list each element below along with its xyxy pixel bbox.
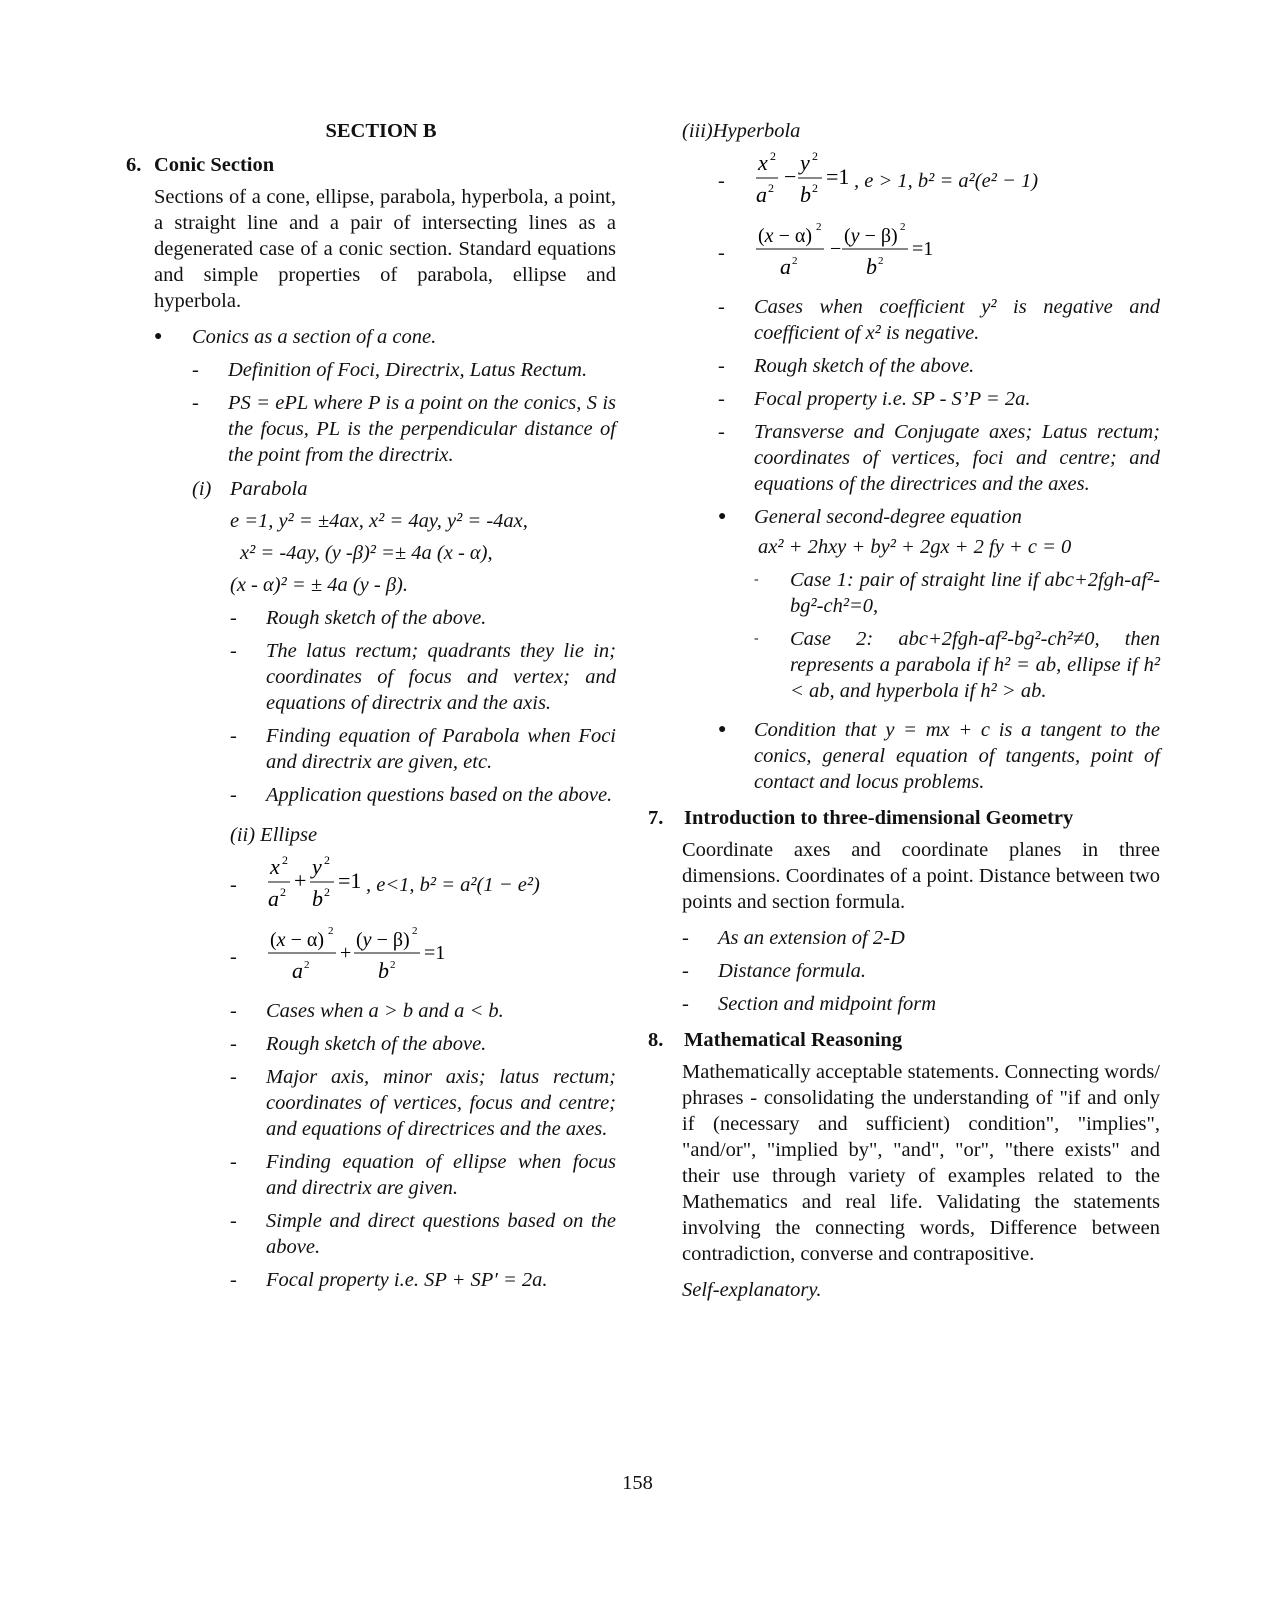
parabola-body	[230, 508, 616, 1293]
list-item: - Case 1: pair of straight line if abc+2fgh-af²-bg²-ch²=0,	[754, 569, 1160, 617]
list-item: - Case 2: abc+2fgh-af²-bg²-ch²≠0, then represents a parabola if h² = ab, ellipse if h² < ab, and hyperbola if h² > ab.	[754, 628, 1160, 702]
svg-text:=1: =1	[912, 238, 934, 260]
bullet-conics	[154, 324, 616, 350]
svg-text:b: b	[312, 886, 323, 911]
tangent-text: Condition that y = mx + c is a tangent to the conics, general equation of tangents, point of contact and locus problems.	[754, 719, 1160, 793]
hyperbola-heading	[682, 118, 1160, 144]
list-item: - Definition of Foci, Directrix, Latus Rectum.	[192, 357, 616, 383]
svg-text:2: 2	[324, 853, 330, 867]
svg-text:(y − β): (y − β)	[844, 225, 898, 247]
list-item: - Transverse and Conjugate axes; Latus rectum; coordinates of vertices, foci and centre; and equations of the directrices and the axes.	[718, 421, 1160, 495]
svg-text:2: 2	[280, 885, 286, 899]
list-item: - Focal property i.e. SP - S’P = 2a.	[718, 388, 1031, 410]
ellipse-formula-2: - (x − α) 2 a 2 + (y − β) 2 b 2 =1	[230, 926, 616, 988]
topic6-heading	[126, 152, 616, 178]
ellipse-label: (ii)	[230, 824, 256, 846]
svg-text:=1: =1	[338, 868, 362, 893]
ellipse-shifted-fraction	[266, 926, 466, 988]
general-intro: General second-degree equation	[754, 506, 1022, 528]
list-item: - Rough sketch of the above.	[230, 1033, 487, 1055]
svg-text:2: 2	[812, 181, 818, 195]
svg-text:2: 2	[390, 959, 396, 971]
topic6-title: Conic Section	[154, 154, 275, 176]
list-item: - Focal property i.e. SP + SP′ = 2a.	[230, 1269, 548, 1291]
topic8-title: Mathematical Reasoning	[684, 1029, 903, 1051]
bullet-conics-text: Conics as a section of a cone.	[192, 326, 437, 348]
svg-text:(y − β): (y − β)	[356, 929, 410, 951]
svg-text:−: −	[784, 164, 797, 189]
section-title: SECTION B	[325, 120, 437, 142]
list-item: - Section and midpoint form	[682, 993, 937, 1015]
svg-text:b: b	[866, 254, 877, 279]
hyperbola-title: Hyperbola	[712, 120, 801, 142]
case2-text: Case 2: abc+2fgh-af²-bg²-ch²≠0, then represents a parabola if h² = ab, ellipse if h² < ab, and hyperbola if h² > ab.	[790, 628, 1160, 702]
list-item: - Finding equation of ellipse when focus and directrix are given.	[230, 1151, 616, 1199]
bullet-marker: ●	[718, 509, 727, 524]
hyperbola-formula-1: - x 2 a 2 − y 2 b 2 =1 , e > 1, b² = a²(e² − 1)	[718, 150, 1160, 212]
svg-text:2: 2	[812, 149, 818, 163]
list-item: - Simple and direct questions based on the above.	[230, 1210, 616, 1258]
svg-text:2: 2	[878, 255, 884, 267]
svg-text:2: 2	[768, 181, 774, 195]
conics-details	[192, 357, 616, 1293]
general-equation: ax² + 2hxy + by² + 2gx + 2 fy + c = 0	[758, 536, 1072, 558]
svg-text:a: a	[756, 182, 767, 207]
case1-text: Case 1: pair of straight line if abc+2fgh-af²-bg²-ch²=0,	[790, 569, 1160, 617]
parabola-heading	[192, 476, 616, 502]
topic7-intro: Coordinate axes and coordinate planes in three dimensions. Coordinates of a point. Distance between two points and section formula.	[682, 839, 1160, 913]
hyperbola-fraction-diff	[754, 150, 854, 212]
list-item: - PS = ePL where P is a point on the conics, S is the focus, PL is the perpendicular distance of the point from the directrix.	[192, 392, 616, 466]
parabola-eq2: x² = -4ay, (y -β)² =± 4a (x - α),	[240, 542, 493, 564]
svg-text:(x − α): (x − α)	[758, 225, 812, 247]
parabola-eq3: (x - α)² = ± 4a (y - β).	[230, 574, 408, 596]
ellipse-fraction-sum	[266, 854, 366, 916]
ellipse-heading	[230, 822, 616, 848]
parabola-title: Parabola	[230, 478, 308, 500]
hyperbola-body	[718, 150, 1160, 497]
svg-text:=1: =1	[826, 164, 850, 189]
definition-text: Definition of Foci, Directrix, Latus Rectum.	[228, 359, 588, 381]
svg-text:a: a	[268, 886, 279, 911]
svg-text:2: 2	[304, 959, 310, 971]
svg-text:b: b	[800, 182, 811, 207]
svg-text:2: 2	[412, 925, 418, 937]
svg-text:2: 2	[770, 149, 776, 163]
svg-text:2: 2	[282, 853, 288, 867]
bullet-general-equation	[718, 504, 1160, 711]
hyperbola-shifted-fraction	[754, 222, 954, 284]
hyperbola-label: (iii)	[682, 120, 713, 142]
svg-text:2: 2	[816, 221, 822, 233]
topic7-body	[682, 837, 1160, 1017]
svg-text:+: +	[340, 942, 352, 964]
list-item: - Application questions based on the above.	[230, 784, 613, 806]
topic6-intro: Sections of a cone, ellipse, parabola, hyperbola, a point, a straight line and a pair of intersecting lines as a degenerated case of a conic section. Standard equations and simple properties of parabola, ellipse and hyperbola.	[154, 186, 616, 312]
parabola-eq1: e =1, y² = ±4ax, x² = 4ay, y² = -4ax,	[230, 510, 528, 532]
svg-text:2: 2	[792, 255, 798, 267]
svg-text:x: x	[758, 150, 768, 175]
svg-text:(x − α): (x − α)	[270, 929, 324, 951]
svg-text:+: +	[294, 868, 307, 893]
topic8-intro: Mathematically acceptable statements. Connecting words/ phrases - consolidating the understanding of "if and only if (necessary and sufficient) condition", "implies", "and/or", "implied by", "and", "or", "there exists" and their use through variety of examples related to the Mathematics and real life. Validating the statements involving the connecting words, Difference between contradiction, converse and contrapositive.	[682, 1061, 1160, 1265]
ps-text: PS = ePL where P is a point on the conics, S is the focus, PL is the perpendicular distance of the point from the directrix.	[228, 392, 616, 466]
bullet-marker: ●	[154, 329, 163, 344]
list-item: - Cases when coefficient y² is negative and coefficient of x² is negative.	[718, 296, 1160, 344]
svg-text:=1: =1	[424, 942, 446, 964]
svg-text:2: 2	[328, 925, 334, 937]
hyperbola-formula-2: - (x − α) 2 a 2 − (y − β) 2 b 2 =1	[718, 222, 1160, 284]
topic7-heading	[648, 805, 1160, 831]
bullet-tangent	[718, 717, 1160, 795]
svg-text:y: y	[312, 854, 322, 879]
ellipse-title: Ellipse	[260, 824, 318, 846]
ellipse-condition: , e<1, b² = a²(1 − e²)	[366, 874, 540, 896]
topic8-note: Self-explanatory.	[682, 1279, 822, 1301]
left-column	[126, 118, 616, 1300]
svg-text:b: b	[378, 958, 389, 983]
svg-text:x: x	[270, 854, 280, 879]
topic7-title: Introduction to three-dimensional Geometry	[684, 807, 1074, 829]
hyperbola-condition: , e > 1, b² = a²(e² − 1)	[854, 170, 1039, 192]
topic7-number: 7.	[648, 807, 664, 829]
right-column	[648, 118, 1160, 1303]
svg-text:a: a	[292, 958, 303, 983]
parabola-label: (i)	[192, 478, 212, 500]
list-item: - Rough sketch of the above.	[230, 607, 487, 629]
topic6-number: 6.	[126, 154, 142, 176]
page-number: 158	[622, 1472, 653, 1494]
list-item: - The latus rectum; quadrants they lie in; coordinates of focus and vertex; and equations of directrix and the axis.	[230, 640, 616, 714]
list-item: - Rough sketch of the above.	[718, 355, 975, 377]
topic8-body	[682, 1059, 1160, 1303]
svg-text:−: −	[830, 238, 842, 260]
list-item: - Cases when a > b and a < b.	[230, 1000, 504, 1022]
list-item: - Distance formula.	[682, 960, 867, 982]
list-item: - Major axis, minor axis; latus rectum; coordinates of vertices, focus and centre; and equations of directrices and the axes.	[230, 1066, 616, 1140]
bullet-marker: ●	[718, 722, 727, 737]
list-item: - As an extension of 2-D	[682, 927, 905, 949]
topic8-number: 8.	[648, 1029, 664, 1051]
svg-text:a: a	[780, 254, 791, 279]
topic8-heading	[648, 1027, 1160, 1053]
list-item: - Finding equation of Parabola when Foci and directrix are given, etc.	[230, 725, 616, 773]
svg-text:y: y	[800, 150, 810, 175]
svg-text:2: 2	[324, 885, 330, 899]
ellipse-formula-1: - x 2 a 2 + y 2 b 2 =1 , e<1, b² = a²(1 − e²)	[230, 854, 616, 916]
svg-text:2: 2	[900, 221, 906, 233]
